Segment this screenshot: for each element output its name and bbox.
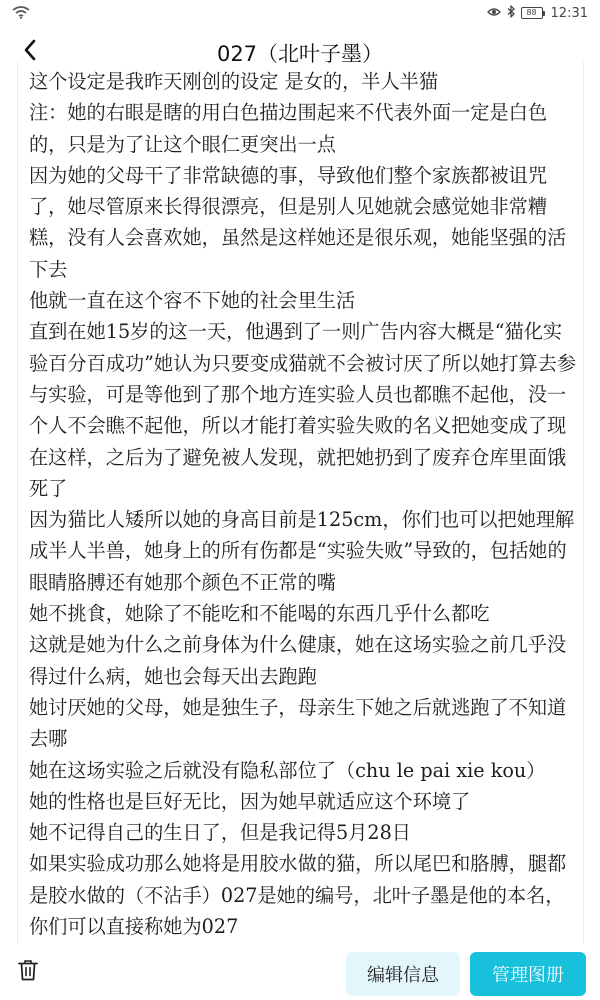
description-paragraph: 她不挑食，她除了不能吃和不能喝的东西几乎什么都吃: [29, 602, 490, 626]
status-icons: [487, 4, 588, 22]
description-paragraph: 注：她的右眼是瞎的用白色描边围起来不代表外面一定是白色的，只是为了让这个眼仁更突出一点: [29, 101, 548, 156]
description-paragraph: 这个设定是我昨天刚创的设定 是女的，半人半猫: [29, 70, 439, 93]
trash-icon: [18, 959, 38, 985]
bottom-toolbar: [0, 944, 600, 1000]
bluetooth-icon: [507, 5, 515, 22]
description-paragraph: 她在这场实验之后就没有隐私部位了（chu le pai xie kou）: [29, 758, 546, 782]
edit-info-button[interactable]: 编辑信息: [346, 952, 460, 996]
clock: 12:31: [550, 5, 588, 21]
delete-button[interactable]: [14, 958, 42, 986]
description-paragraph: 因为她的父母干了非常缺德的事，导致他们整个家族都被诅咒了，她尽管原来长得很漂亮，但是别人见她就会感觉她非常糟糕，没有人会喜欢她，虽然是这样她还是很乐观，她能坚强的活下去: [29, 163, 567, 281]
eye-icon: [487, 6, 501, 21]
page-title: 027（北叶子墨）: [216, 42, 384, 66]
manage-album-button[interactable]: 管理图册: [470, 952, 586, 996]
status-bar: [0, 0, 600, 26]
description-paragraph: 她的性格也是巨好无比，因为她早就适应这个环境了: [29, 789, 471, 813]
battery-level: 88: [521, 7, 543, 19]
description-paragraph: 直到在她15岁的这一天，他遇到了一则广告内容大概是“猫化实验百分百成功”她认为只要变成猫就不会被讨厌了所以她打算去参与实验，可是等他到了那个地方连实验人员也都瞧不起他，没一个人不会瞧不起他，所以才能打着实验失败的名义把她变成了现在这样，之后为了避免被人发现，就把她扔到了废弃仓库里面饿死了: [29, 320, 577, 500]
battery-icon: [521, 7, 545, 19]
description-paragraph: 他就一直在这个容不下她的社会里生活: [29, 289, 356, 313]
description-paragraph: 她讨厌她的父母，她是独生子，母亲生下她之后就逃跑了不知道去哪: [29, 695, 567, 751]
description-paragraph: 如果实验成功那么她将是用胶水做的猫，所以尾巴和胳膊，腿都是胶水做的（不沾手）027是她的编号，北叶子墨是他的本名，你们可以直接称她为027: [29, 852, 567, 939]
wifi-icon: [12, 4, 30, 23]
description-paragraph: 她不记得自己的生日了，但是我记得5月28日: [29, 821, 411, 845]
description-paragraph: 这就是她为什么之前身体为什么健康，她在这场实验之前几乎没得过什么病，她也会每天出去跑跑: [29, 633, 567, 688]
character-description[interactable]: [17, 62, 584, 944]
description-paragraph: 因为猫比人矮所以她的身高目前是125cm，你们也可以把她理解成半人半兽，她身上的所有伤都是“实验失败”导致的，包括她的眼睛胳膊还有她那个颜色不正常的嘴: [29, 508, 575, 594]
